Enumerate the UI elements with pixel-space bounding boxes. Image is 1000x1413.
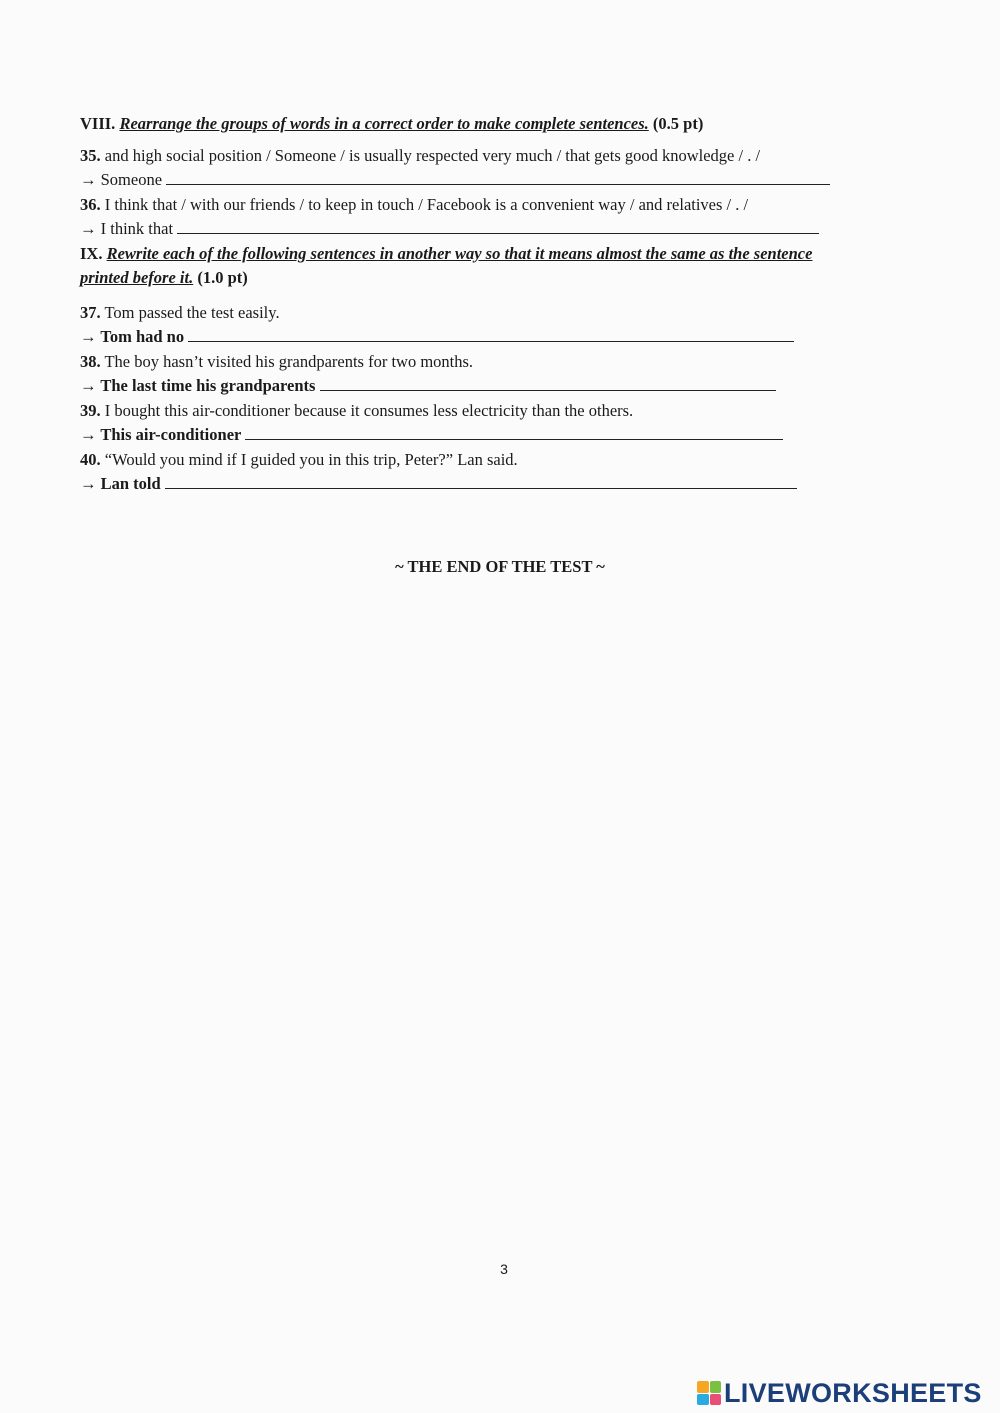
section-9-instruction-2: printed before it. [80, 268, 194, 287]
question-37-number: 37. [80, 302, 101, 322]
answer-40-blank[interactable] [165, 474, 797, 489]
question-40-number: 40. [80, 449, 101, 469]
answer-38-prompt: The last time his grandparents [100, 376, 316, 395]
arrow-icon: → [80, 219, 97, 238]
answer-37-blank[interactable] [188, 327, 794, 342]
question-39-text: I bought this air-conditioner because it consumes less electricity than the others. [104, 400, 634, 420]
answer-38-row [80, 374, 910, 399]
answer-39-prompt: This air-conditioner [100, 425, 242, 444]
answer-39-row [80, 423, 910, 448]
question-38-text: The boy hasn’t visited his grandparents for two months. [104, 351, 474, 371]
section-8-label: VIII. [80, 114, 116, 133]
answer-36-row [80, 217, 910, 242]
question-37-text: Tom passed the test easily. [104, 302, 280, 322]
arrow-icon: → [80, 425, 97, 444]
liveworksheets-logo [697, 1378, 982, 1408]
answer-38-blank[interactable] [320, 376, 776, 391]
answer-37-row [80, 325, 910, 350]
arrow-icon: → [80, 327, 97, 346]
question-36-number: 36. [80, 194, 101, 214]
question-37 [80, 301, 910, 326]
worksheet-content [80, 112, 910, 497]
question-36-text: I think that / with our friends / to keep in touch / Facebook is a convenient way / and relatives / . / [104, 194, 749, 214]
section-8-points: (0.5 pt) [652, 114, 704, 133]
section-9-heading-line-2 [80, 266, 910, 291]
section-9-heading-line-1 [80, 242, 910, 267]
question-40-text: “Would you mind if I guided you in this trip, Peter?” Lan said. [104, 449, 518, 469]
question-40 [80, 448, 910, 473]
answer-37-prompt: Tom had no [100, 327, 185, 346]
question-35-text: and high social position / Someone / is usually respected very much / that gets good knowledge / . / [104, 145, 761, 165]
question-35 [80, 144, 910, 169]
answer-40-row [80, 472, 910, 497]
arrow-icon: → [80, 376, 97, 395]
answer-40-prompt: Lan told [100, 474, 161, 493]
section-8-heading [80, 112, 910, 137]
arrow-icon: → [80, 170, 97, 189]
end-of-test-text: ~ THE END OF THE TEST ~ [395, 557, 605, 576]
answer-36-blank[interactable] [177, 219, 819, 234]
answer-35-blank[interactable] [166, 170, 830, 185]
arrow-icon: → [80, 474, 97, 493]
section-9-instruction-1: Rewrite each of the following sentences in another way so that it means almost the same as the sentence [106, 243, 813, 263]
question-39-number: 39. [80, 400, 101, 420]
section-9-points: (1.0 pt) [197, 268, 248, 287]
section-8-instruction: Rearrange the groups of words in a correct order to make complete sentences. [119, 114, 649, 133]
question-38 [80, 350, 910, 375]
page-number: 3 [500, 1261, 508, 1277]
question-36 [80, 193, 910, 218]
answer-35-prompt: Someone [100, 170, 163, 189]
question-35-number: 35. [80, 145, 101, 165]
answer-36-prompt: I think that [100, 219, 174, 238]
liveworksheets-logo-icon [697, 1381, 721, 1405]
question-38-number: 38. [80, 351, 101, 371]
section-9-label: IX. [80, 243, 103, 263]
answer-39-blank[interactable] [245, 425, 783, 440]
answer-35-row [80, 168, 910, 193]
question-39 [80, 399, 910, 424]
liveworksheets-logo-text: LIVEWORKSHEETS [724, 1378, 982, 1408]
